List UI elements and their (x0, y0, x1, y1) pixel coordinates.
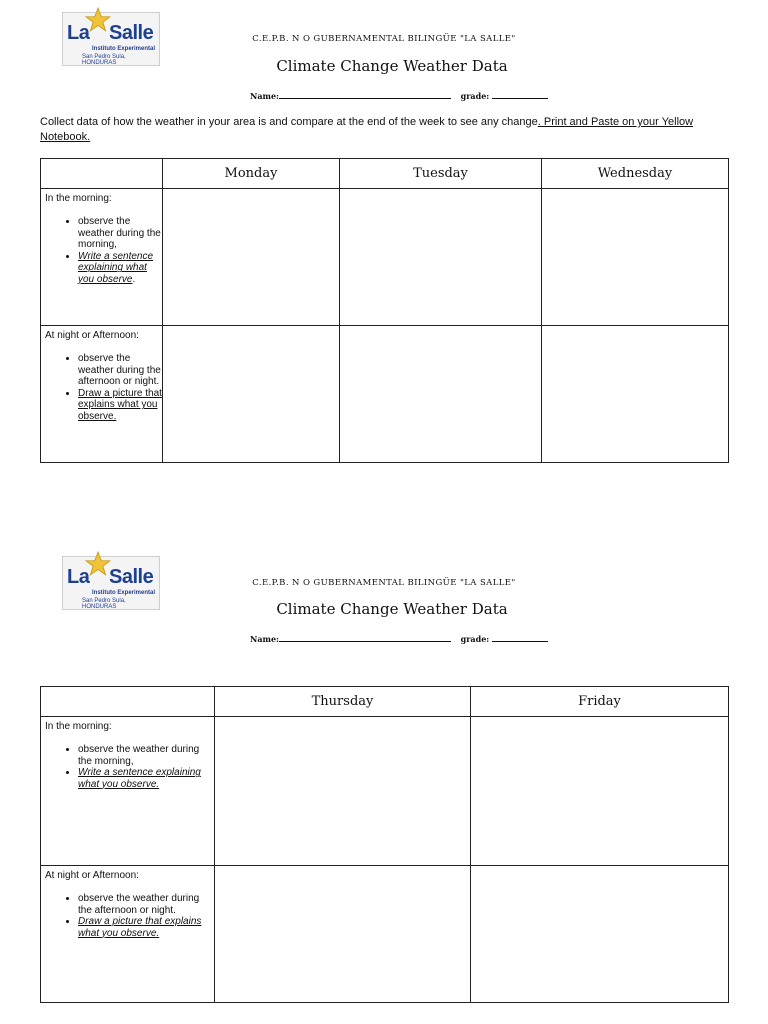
monday-night-cell[interactable] (163, 326, 340, 463)
night-bullet-draw-2 (78, 916, 214, 939)
morning-bullet-observe-2: • observe the weather during the morning, (78, 744, 214, 767)
logo-location-2: San Pedro Sula, HONDURAS (82, 598, 126, 610)
name-grade-row (250, 90, 548, 101)
name-label-2: Name: (250, 634, 280, 644)
night-label-2: At night or Afternoon: (45, 870, 139, 881)
grade-label-2: grade: (460, 634, 490, 644)
night-label-cell (41, 326, 163, 463)
day-header-monday: Monday (163, 159, 340, 189)
name-label: Name: (250, 91, 280, 101)
weather-table-1 (40, 158, 729, 463)
name-line-2[interactable] (279, 633, 451, 642)
morning-label-cell-2 (41, 717, 215, 866)
instructions-print: . Print and Paste on your Yellow Notebook. (40, 116, 694, 143)
morning-bullet-write (78, 251, 162, 286)
name-line[interactable] (279, 90, 451, 99)
morning-label-2: In the morning: (45, 721, 112, 732)
thursday-night-cell[interactable] (215, 866, 471, 1003)
morning-bullets-2 (41, 744, 214, 790)
star-icon (85, 7, 111, 33)
monday-morning-cell[interactable] (163, 189, 340, 326)
night-bullets (41, 353, 162, 423)
logo-subtitle: Instituto Experimental (92, 46, 156, 52)
wednesday-morning-cell[interactable] (542, 189, 729, 326)
logo-location: San Pedro Sula, HONDURAS (82, 54, 126, 66)
name-grade-row-2 (250, 633, 548, 644)
night-bullet-observe-2: • observe the weather during the afternoon or night. (78, 893, 214, 916)
school-name-2: C.E.P.B. N O GUBERNAMENTAL BILINGÜE "LA SALLE" (252, 578, 516, 588)
night-bullets-2 (41, 893, 214, 939)
corner-cell-2 (41, 687, 215, 717)
corner-cell (41, 159, 163, 189)
instructions (40, 115, 720, 145)
thursday-morning-cell[interactable] (215, 717, 471, 866)
school-name: C.E.P.B. N O GUBERNAMENTAL BILINGÜE "LA SALLE" (252, 34, 516, 44)
morning-bullet-write-end: . (132, 273, 136, 285)
tuesday-night-cell[interactable] (340, 326, 542, 463)
day-header-tuesday: Tuesday (340, 159, 542, 189)
weather-table-2 (40, 686, 729, 1003)
day-header-thursday: Thursday (215, 687, 471, 717)
grade-label: grade: (460, 91, 490, 101)
friday-morning-cell[interactable] (471, 717, 729, 866)
morning-bullets (41, 216, 162, 286)
morning-label-cell (41, 189, 163, 326)
logo-text-la: La (67, 22, 90, 44)
friday-night-cell[interactable] (471, 866, 729, 1003)
logo-text-salle-2: Salle (109, 566, 154, 588)
night-label-cell-2 (41, 866, 215, 1003)
logo-text-salle: Salle (109, 22, 154, 44)
morning-bullet-write-2 (78, 767, 214, 790)
day-header-wednesday: Wednesday (542, 159, 729, 189)
night-label: At night or Afternoon: (45, 330, 139, 341)
logo-text-la-2: La (67, 566, 90, 588)
page-title-2: Climate Change Weather Data (276, 600, 508, 618)
night-bullet-observe: • observe the weather during the afternoon or night. (78, 353, 162, 388)
morning-label: In the morning: (45, 193, 112, 204)
star-icon (85, 551, 111, 577)
instructions-text: Collect data of how the weather in your area is and compare at the end of the week to see any change (40, 116, 538, 128)
day-header-friday: Friday (471, 687, 729, 717)
page-title: Climate Change Weather Data (276, 57, 508, 75)
grade-line[interactable] (492, 90, 548, 99)
grade-line-2[interactable] (492, 633, 548, 642)
night-bullet-draw-text: Draw a picture that explains what you observe. (78, 387, 162, 422)
morning-bullet-observe: • observe the weather during the morning, (78, 216, 162, 251)
morning-bullet-write-text-2: Write a sentence explaining what you observe. (78, 767, 201, 790)
night-bullet-draw (78, 388, 162, 423)
wednesday-night-cell[interactable] (542, 326, 729, 463)
morning-bullet-write-text: Write a sentence explaining what you observe (78, 250, 154, 285)
tuesday-morning-cell[interactable] (340, 189, 542, 326)
night-bullet-draw-text-2: Draw a picture that explains what you observe. (78, 916, 202, 939)
logo-subtitle-2: Instituto Experimental (92, 590, 156, 596)
